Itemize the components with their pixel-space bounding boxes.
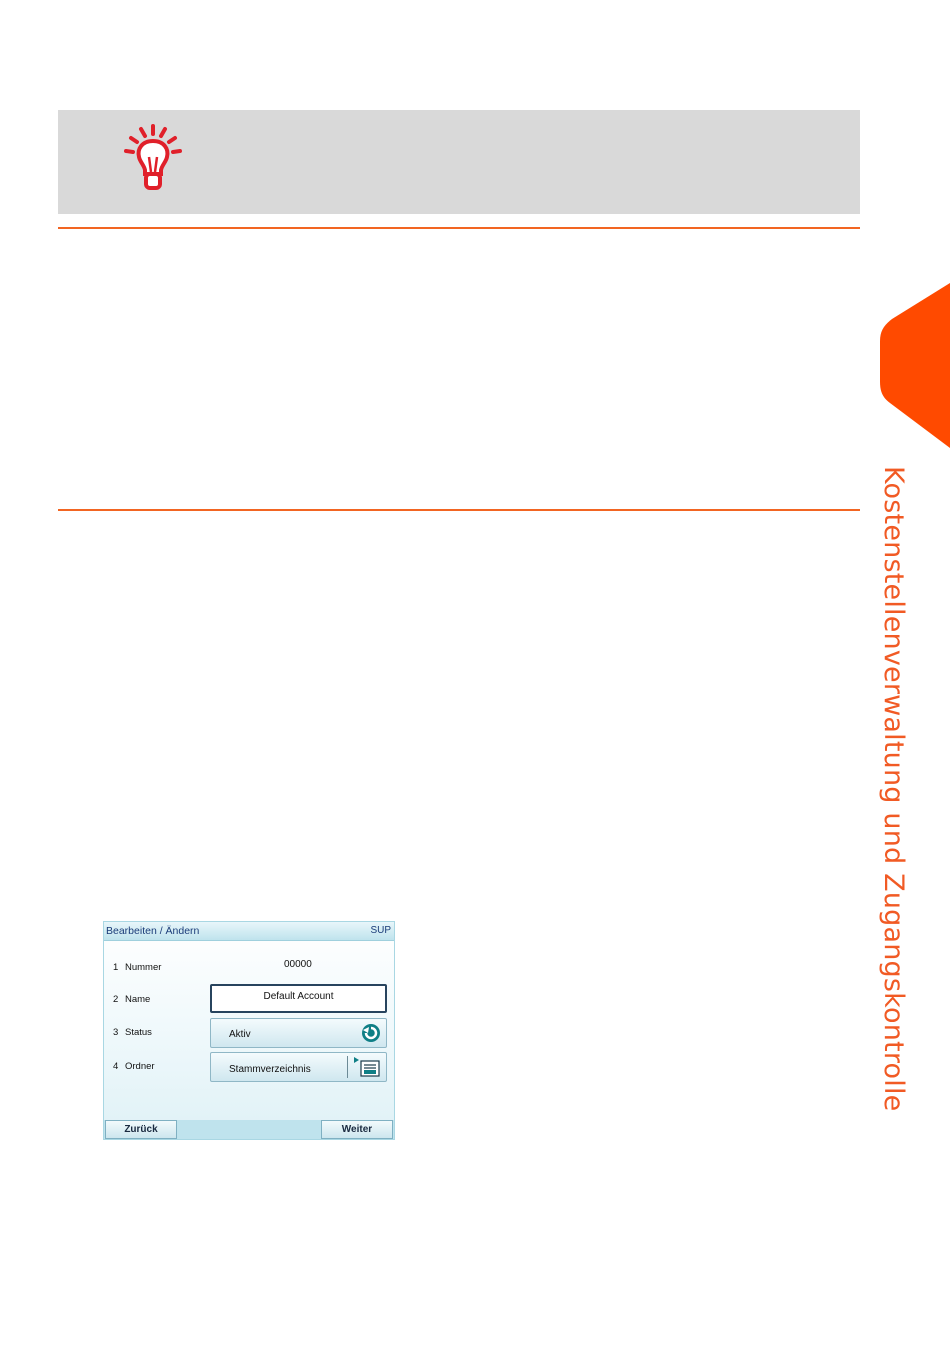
chapter-tab xyxy=(880,283,950,448)
row-label-nummer: 1 Nummer xyxy=(113,962,162,973)
toggle-arrow-icon xyxy=(360,1022,382,1044)
section-divider xyxy=(58,227,860,229)
device-screen xyxy=(103,921,395,1140)
account-number-value: 00000 xyxy=(284,959,312,970)
folder-value: Stammverzeichnis xyxy=(229,1064,311,1075)
status-button[interactable] xyxy=(210,1018,387,1048)
chapter-title: Kostenstellenverwaltung und Zugangskontrolle xyxy=(878,466,909,1112)
row-label-name: 2 Name xyxy=(113,994,151,1005)
screen-footer xyxy=(104,1120,394,1139)
name-field[interactable]: Default Account xyxy=(210,984,387,1013)
button-separator xyxy=(347,1056,348,1078)
status-value: Aktiv xyxy=(229,1029,251,1040)
lightbulb-icon xyxy=(122,124,184,194)
back-button[interactable]: Zurück xyxy=(105,1120,177,1139)
row-label-status: 3 Status xyxy=(113,1027,152,1038)
folder-list-icon xyxy=(354,1057,380,1077)
screen-title: Bearbeiten / Ändern xyxy=(106,925,200,937)
row-label-ordner: 4 Ordner xyxy=(113,1061,155,1072)
section-divider xyxy=(58,509,860,511)
next-button[interactable]: Weiter xyxy=(321,1120,393,1139)
mode-badge: SUP xyxy=(370,925,391,936)
screen-header xyxy=(104,922,394,941)
folder-button[interactable] xyxy=(210,1052,387,1082)
